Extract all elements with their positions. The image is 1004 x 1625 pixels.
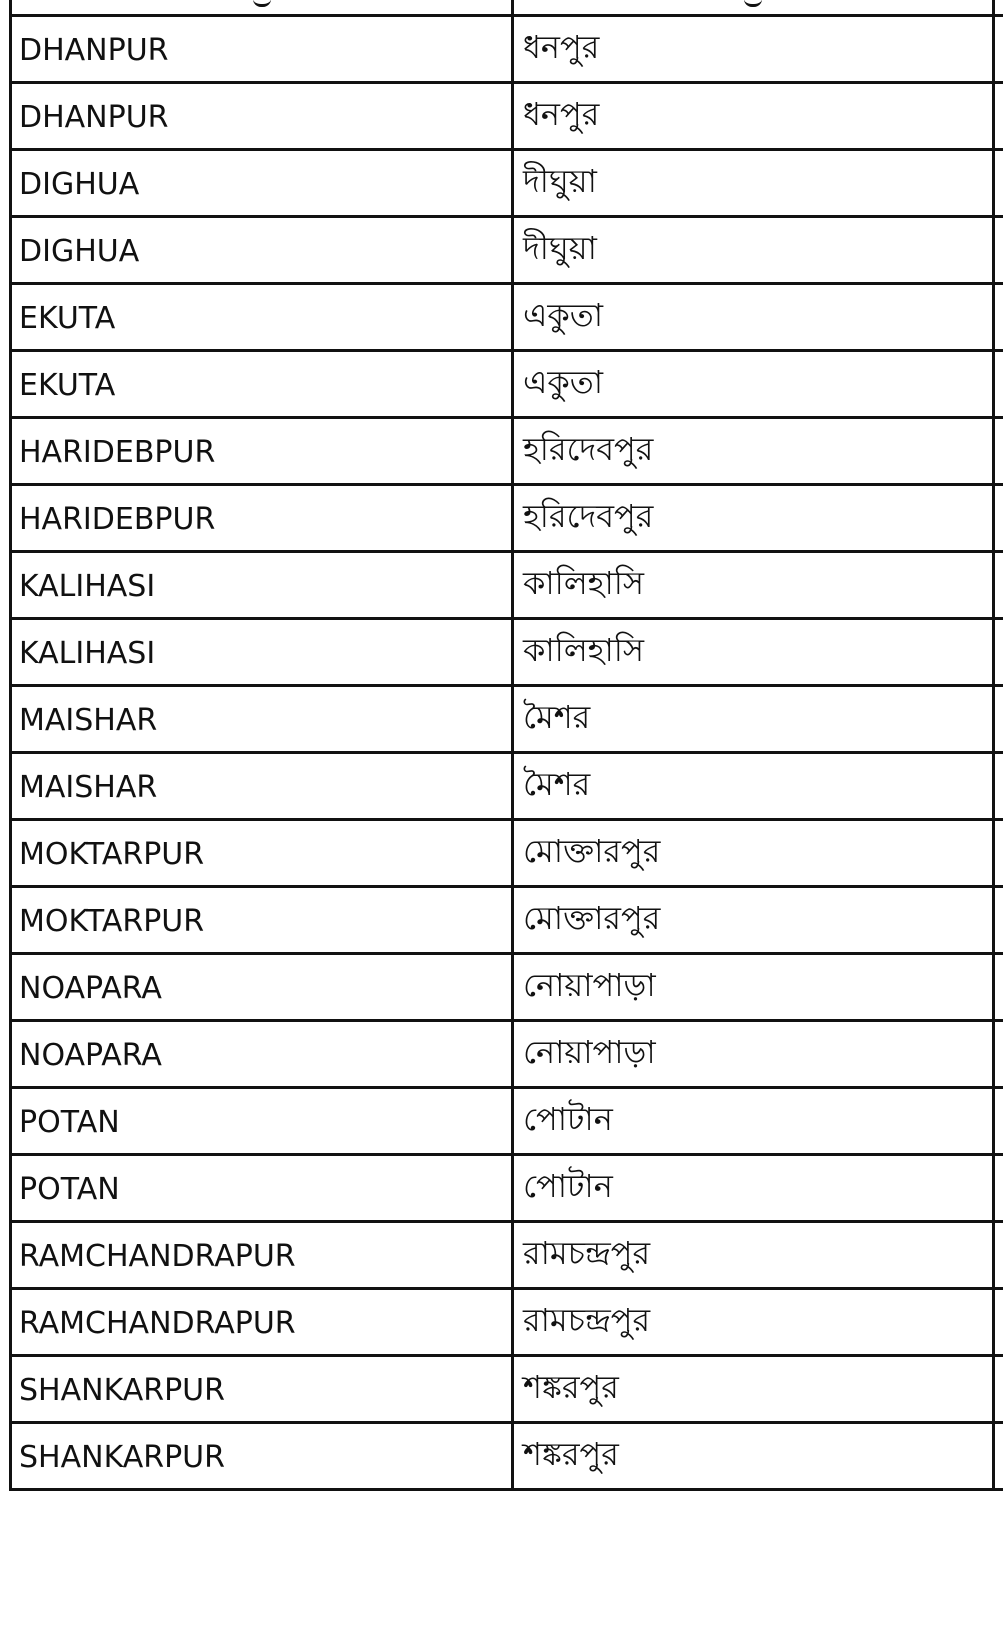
column-divider <box>511 553 514 620</box>
table-row <box>9 285 1003 352</box>
column-divider <box>511 620 514 687</box>
column-divider <box>511 151 514 218</box>
column-divider <box>511 1357 514 1424</box>
table-row <box>9 888 1003 955</box>
clipped-glyph <box>253 0 271 7</box>
bengali-name-cell: একুতা <box>523 296 604 334</box>
bengali-name-cell: হরিদেবপুর <box>523 497 654 535</box>
table-row <box>9 553 1003 620</box>
bengali-name-cell: রামচন্দ্রপুর <box>523 1234 651 1272</box>
clipped-glyph <box>744 0 762 7</box>
table-row <box>9 1089 1003 1156</box>
table-row <box>9 1022 1003 1089</box>
table-row <box>9 419 1003 486</box>
table-row <box>9 821 1003 888</box>
column-divider <box>511 486 514 553</box>
bengali-name-cell: পোটান <box>523 1167 613 1205</box>
table-body <box>9 17 1003 1491</box>
table-row <box>9 486 1003 553</box>
table-row <box>9 1223 1003 1290</box>
bengali-name-cell: দীঘুয়া <box>523 162 597 200</box>
table-row <box>9 1424 1003 1491</box>
table-row <box>9 687 1003 754</box>
english-name-cell: MAISHAR <box>19 703 158 738</box>
english-name-cell: KALIHASI <box>19 569 156 604</box>
table-row <box>9 17 1003 84</box>
english-name-cell: DIGHUA <box>19 234 140 269</box>
column-divider <box>511 754 514 821</box>
table-row <box>9 84 1003 151</box>
table-row <box>9 1290 1003 1357</box>
place-name-table <box>9 0 1003 1491</box>
english-name-cell: POTAN <box>19 1105 120 1140</box>
table-row <box>9 352 1003 419</box>
bengali-name-cell: ধনপুর <box>523 28 600 66</box>
bengali-name-cell: একুতা <box>523 363 604 401</box>
table-row <box>9 151 1003 218</box>
table-row <box>9 1357 1003 1424</box>
column-divider <box>511 821 514 888</box>
english-name-cell: DHANPUR <box>19 100 169 135</box>
bengali-name-cell: মোক্তারপুর <box>523 832 661 870</box>
table-row <box>9 955 1003 1022</box>
column-divider <box>511 419 514 486</box>
english-name-cell: MAISHAR <box>19 770 158 805</box>
clipped-header-row <box>9 0 1003 17</box>
english-name-cell: MOKTARPUR <box>19 904 205 939</box>
column-divider <box>511 1156 514 1223</box>
english-name-cell: POTAN <box>19 1172 120 1207</box>
column-divider <box>511 1424 514 1491</box>
column-divider <box>511 1290 514 1357</box>
table-row <box>9 754 1003 821</box>
english-name-cell: NOAPARA <box>19 971 162 1006</box>
bengali-name-cell: হরিদেবপুর <box>523 430 654 468</box>
bengali-name-cell: মৈশর <box>523 698 591 736</box>
bengali-name-cell: কালিহাসি <box>523 631 645 669</box>
table-row <box>9 1156 1003 1223</box>
table-row <box>9 620 1003 687</box>
english-name-cell: SHANKARPUR <box>19 1440 225 1475</box>
bengali-name-cell: নোয়াপাড়া <box>523 1033 656 1071</box>
english-name-cell: NOAPARA <box>19 1038 162 1073</box>
bengali-name-cell: দীঘুয়া <box>523 229 597 267</box>
bengali-name-cell: শঙ্করপুর <box>523 1435 619 1473</box>
column-divider <box>511 888 514 955</box>
column-divider <box>511 285 514 352</box>
column-divider <box>511 1089 514 1156</box>
english-name-cell: HARIDEBPUR <box>19 435 216 470</box>
bengali-name-cell: মৈশর <box>523 765 591 803</box>
bengali-name-cell: শঙ্করপুর <box>523 1368 619 1406</box>
english-name-cell: SHANKARPUR <box>19 1373 225 1408</box>
column-divider <box>511 84 514 151</box>
english-name-cell: DHANPUR <box>19 33 169 68</box>
column-divider <box>511 1223 514 1290</box>
column-divider <box>511 687 514 754</box>
english-name-cell: DIGHUA <box>19 167 140 202</box>
bengali-name-cell: নোয়াপাড়া <box>523 966 656 1004</box>
english-name-cell: EKUTA <box>19 301 116 336</box>
column-divider <box>511 218 514 285</box>
english-name-cell: KALIHASI <box>19 636 156 671</box>
english-name-cell: HARIDEBPUR <box>19 502 216 537</box>
column-divider <box>511 955 514 1022</box>
bengali-name-cell: মোক্তারপুর <box>523 899 661 937</box>
bengali-name-cell: পোটান <box>523 1100 613 1138</box>
table-row <box>9 218 1003 285</box>
bengali-name-cell: ধনপুর <box>523 95 600 133</box>
english-name-cell: RAMCHANDRAPUR <box>19 1306 296 1341</box>
bengali-name-cell: রামচন্দ্রপুর <box>523 1301 651 1339</box>
column-divider <box>511 17 514 84</box>
english-name-cell: EKUTA <box>19 368 116 403</box>
column-divider <box>511 352 514 419</box>
english-name-cell: RAMCHANDRAPUR <box>19 1239 296 1274</box>
english-name-cell: MOKTARPUR <box>19 837 205 872</box>
bengali-name-cell: কালিহাসি <box>523 564 645 602</box>
column-divider <box>511 1022 514 1089</box>
